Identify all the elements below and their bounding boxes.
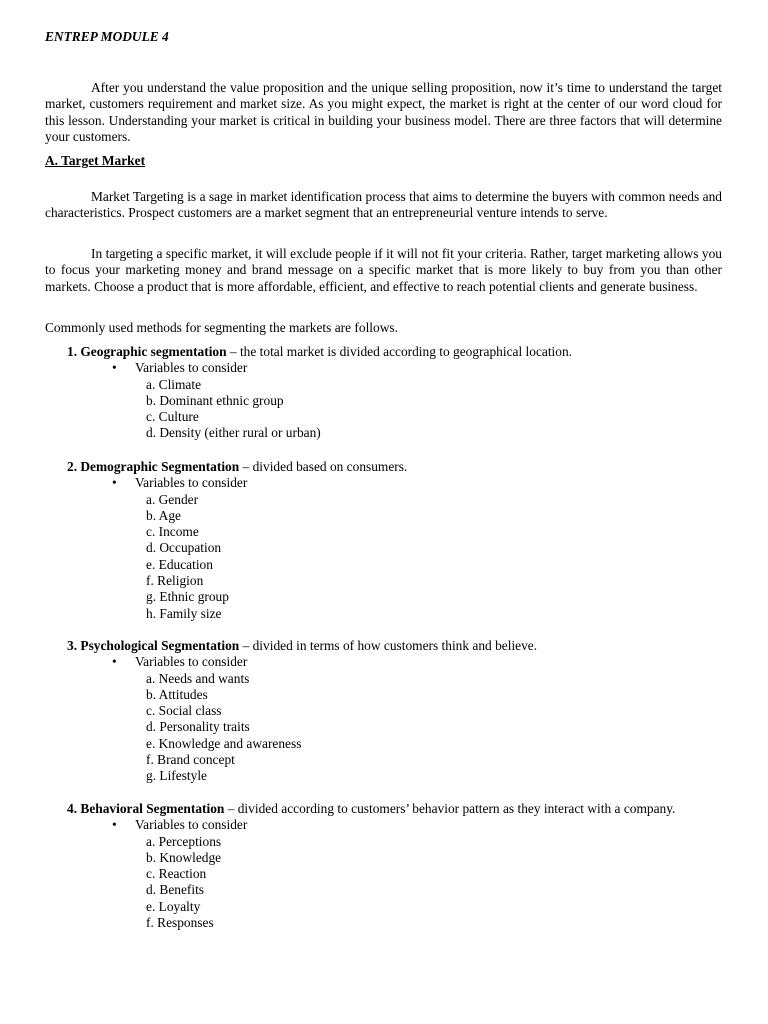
list-item: d. Density (either rural or urban) [146,425,321,441]
segment-title: 2. Demographic Segmentation [67,459,240,474]
segment-heading [45,459,722,475]
list-item: b. Age [146,507,181,523]
segment-behavioral [45,801,722,931]
segment-heading [45,344,722,360]
list-item: c. Social class [146,703,222,719]
segment-description: – divided according to customers’ behavior pattern as they interact with a company. [224,801,676,816]
list-item: e. Education [146,556,213,572]
segment-title: 4. Behavioral Segmentation [67,801,225,816]
segment-geographic [45,344,722,442]
bullet-label: Variables to consider [135,654,248,670]
list-item: a. Gender [146,491,199,507]
list-item: c. Culture [146,409,199,425]
list-item: d. Occupation [146,540,222,556]
module-title: ENTREP MODULE 4 [45,29,169,44]
segment-demographic [45,459,722,622]
segment-title: 1. Geographic segmentation [67,344,227,359]
list-item: f. Responses [146,915,214,931]
bullet-item [45,360,722,376]
bullet-item [45,475,722,491]
specific-market-paragraph: In targeting a specific market, it will exclude people if it will not fit your criteria. Rather, target marketing allows you to focus your marketing money and brand message on a specific market that is more likely to buy from you than other markets. Choose a product that is more affordable, efficient, and effective to reach potential clients and generate business. [45,246,722,294]
list-item: f. Religion [146,573,204,589]
list-item: e. Knowledge and awareness [146,735,302,751]
list-item: b. Attitudes [146,686,208,702]
list-item: a. Climate [146,376,202,392]
bullet-icon: • [112,654,117,670]
bullet-item [45,817,722,833]
bullet-icon: • [112,817,117,833]
list-item: d. Benefits [146,882,205,898]
segment-heading [45,801,722,817]
list-item: e. Loyalty [146,898,201,914]
list-item: c. Reaction [146,866,207,882]
list-item: b. Dominant ethnic group [146,392,284,408]
segment-heading [45,638,722,654]
list-item: g. Lifestyle [146,768,207,784]
variables-list [45,492,722,622]
segment-psychological [45,638,722,785]
bullet-icon: • [112,360,117,376]
bullet-label: Variables to consider [135,360,248,376]
segment-title: 3. Psychological Segmentation [67,638,240,653]
list-item: d. Personality traits [146,719,250,735]
segment-description: – divided based on consumers. [239,459,408,474]
list-item: h. Family size [146,605,222,621]
bullet-icon: • [112,475,117,491]
variables-list [45,377,722,442]
segment-description: – the total market is divided according to geographical location. [226,344,573,359]
methods-intro-paragraph: Commonly used methods for segmenting the markets are follows. [45,320,398,335]
intro-paragraph: After you understand the value proposition and the unique selling proposition, now it’s time to understand the target market, customers requirement and market size. As you might expect, the market is right at the center of our word cloud for this lesson. Understanding your market is critical in building your business model. There are three factors that will determine your customers. [45,80,722,144]
list-item: b. Knowledge [146,849,222,865]
bullet-label: Variables to consider [135,817,248,833]
list-item: a. Needs and wants [146,670,250,686]
variables-list [45,671,722,785]
list-item: f. Brand concept [146,752,235,768]
variables-list [45,834,722,932]
market-targeting-paragraph: Market Targeting is a sage in market identification process that aims to determine the buyers with common needs and characteristics. Prospect customers are a market segment that an entrepreneurial venture intends to serve. [45,189,722,221]
bullet-label: Variables to consider [135,475,248,491]
list-item: g. Ethnic group [146,589,229,605]
segment-description: – divided in terms of how customers think and believe. [239,638,538,653]
section-heading-target-market: A. Target Market [45,153,146,168]
bullet-item [45,654,722,670]
list-item: c. Income [146,524,199,540]
list-item: a. Perceptions [146,833,222,849]
